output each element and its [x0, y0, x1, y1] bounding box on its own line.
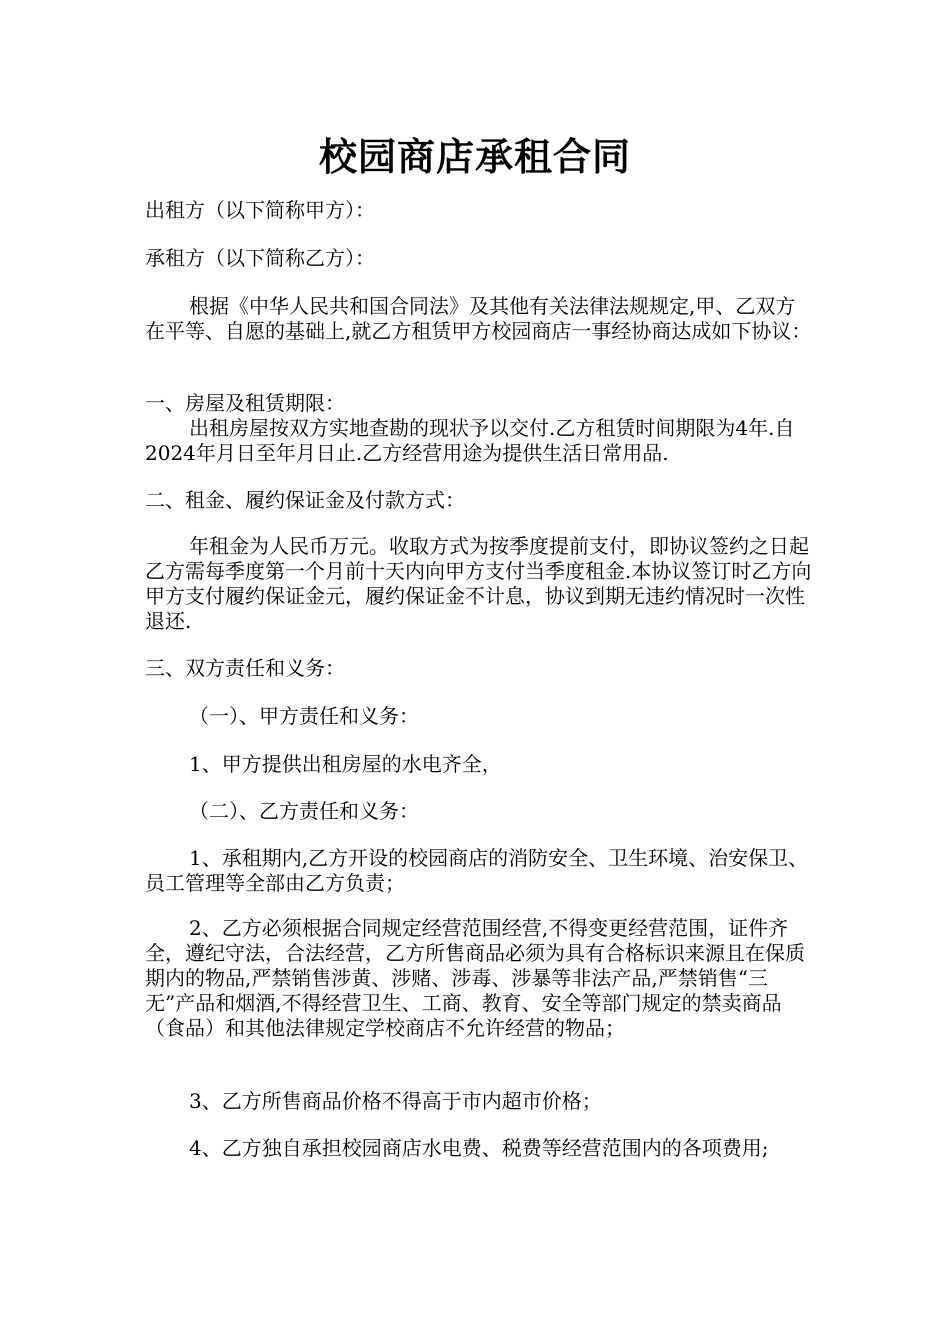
lessor-line: 出租方（以下简称甲方）： [145, 198, 375, 222]
party-b-item: 4、乙方独自承担校园商店水电费、税费等经营范围内的各项费用; [189, 1136, 769, 1160]
section2-heading: 二、租金、履约保证金及付款方式： [145, 488, 465, 512]
party-a-heading: （一）、甲方责任和义务： [189, 704, 419, 728]
party-b-heading: （二）、乙方责任和义务： [189, 799, 419, 823]
lessee-line: 承租方（以下简称乙方）： [145, 246, 375, 270]
preamble-paragraph: 根据《中华人民共和国合同法》及其他有关法律法规规定,甲、乙双方在平等、自愿的基础上,就乙方租赁甲方校园商店一事经协商达成如下协议： [145, 294, 812, 343]
section1-heading: 一、房屋及租赁期限： [145, 391, 345, 415]
party-a-item: 1、甲方提供出租房屋的水电齐全， [189, 752, 502, 776]
party-b-item: 2、乙方必须根据合同规定经营范围经营,不得变更经营范围，证件齐全，遵纪守法，合法经营，乙方所售商品必须为具有合格标识来源且在保质期内的物品,严禁销售涉黄、涉赌、涉毒、涉暴等非法产品,严禁销售“三无”产品和烟酒,不得经营卫生、工商、教育、安全等部门规定的禁卖商品（食品）和其他法律规定学校商店不允许经营的物品； [145, 916, 805, 1040]
party-b-item: 3、乙方所售商品价格不得高于市内超市价格； [189, 1089, 602, 1113]
section3-heading: 三、双方责任和义务： [145, 656, 345, 680]
party-b-item: 1、承租期内,乙方开设的校园商店的消防安全、卫生环境、治安保卫、员工管理等全部由乙方负责； [145, 846, 809, 895]
section1-body: 出租房屋按双方实地查勘的现状予以交付.乙方租赁时间期限为4年.自 2024年月日至年月日止.乙方经营用途为提供生活日常用品. [145, 416, 795, 465]
document-title: 校园商店承租合同 [318, 134, 631, 179]
section2-body: 年租金为人民币万元。收取方式为按季度提前支付，即协议签约之日起乙方需每季度第一个月前十天内向甲方支付当季度租金.本协议签订时乙方向甲方支付履约保证金元，履约保证金不计息，协议到期无违约情况时一次性退还. [145, 534, 812, 633]
